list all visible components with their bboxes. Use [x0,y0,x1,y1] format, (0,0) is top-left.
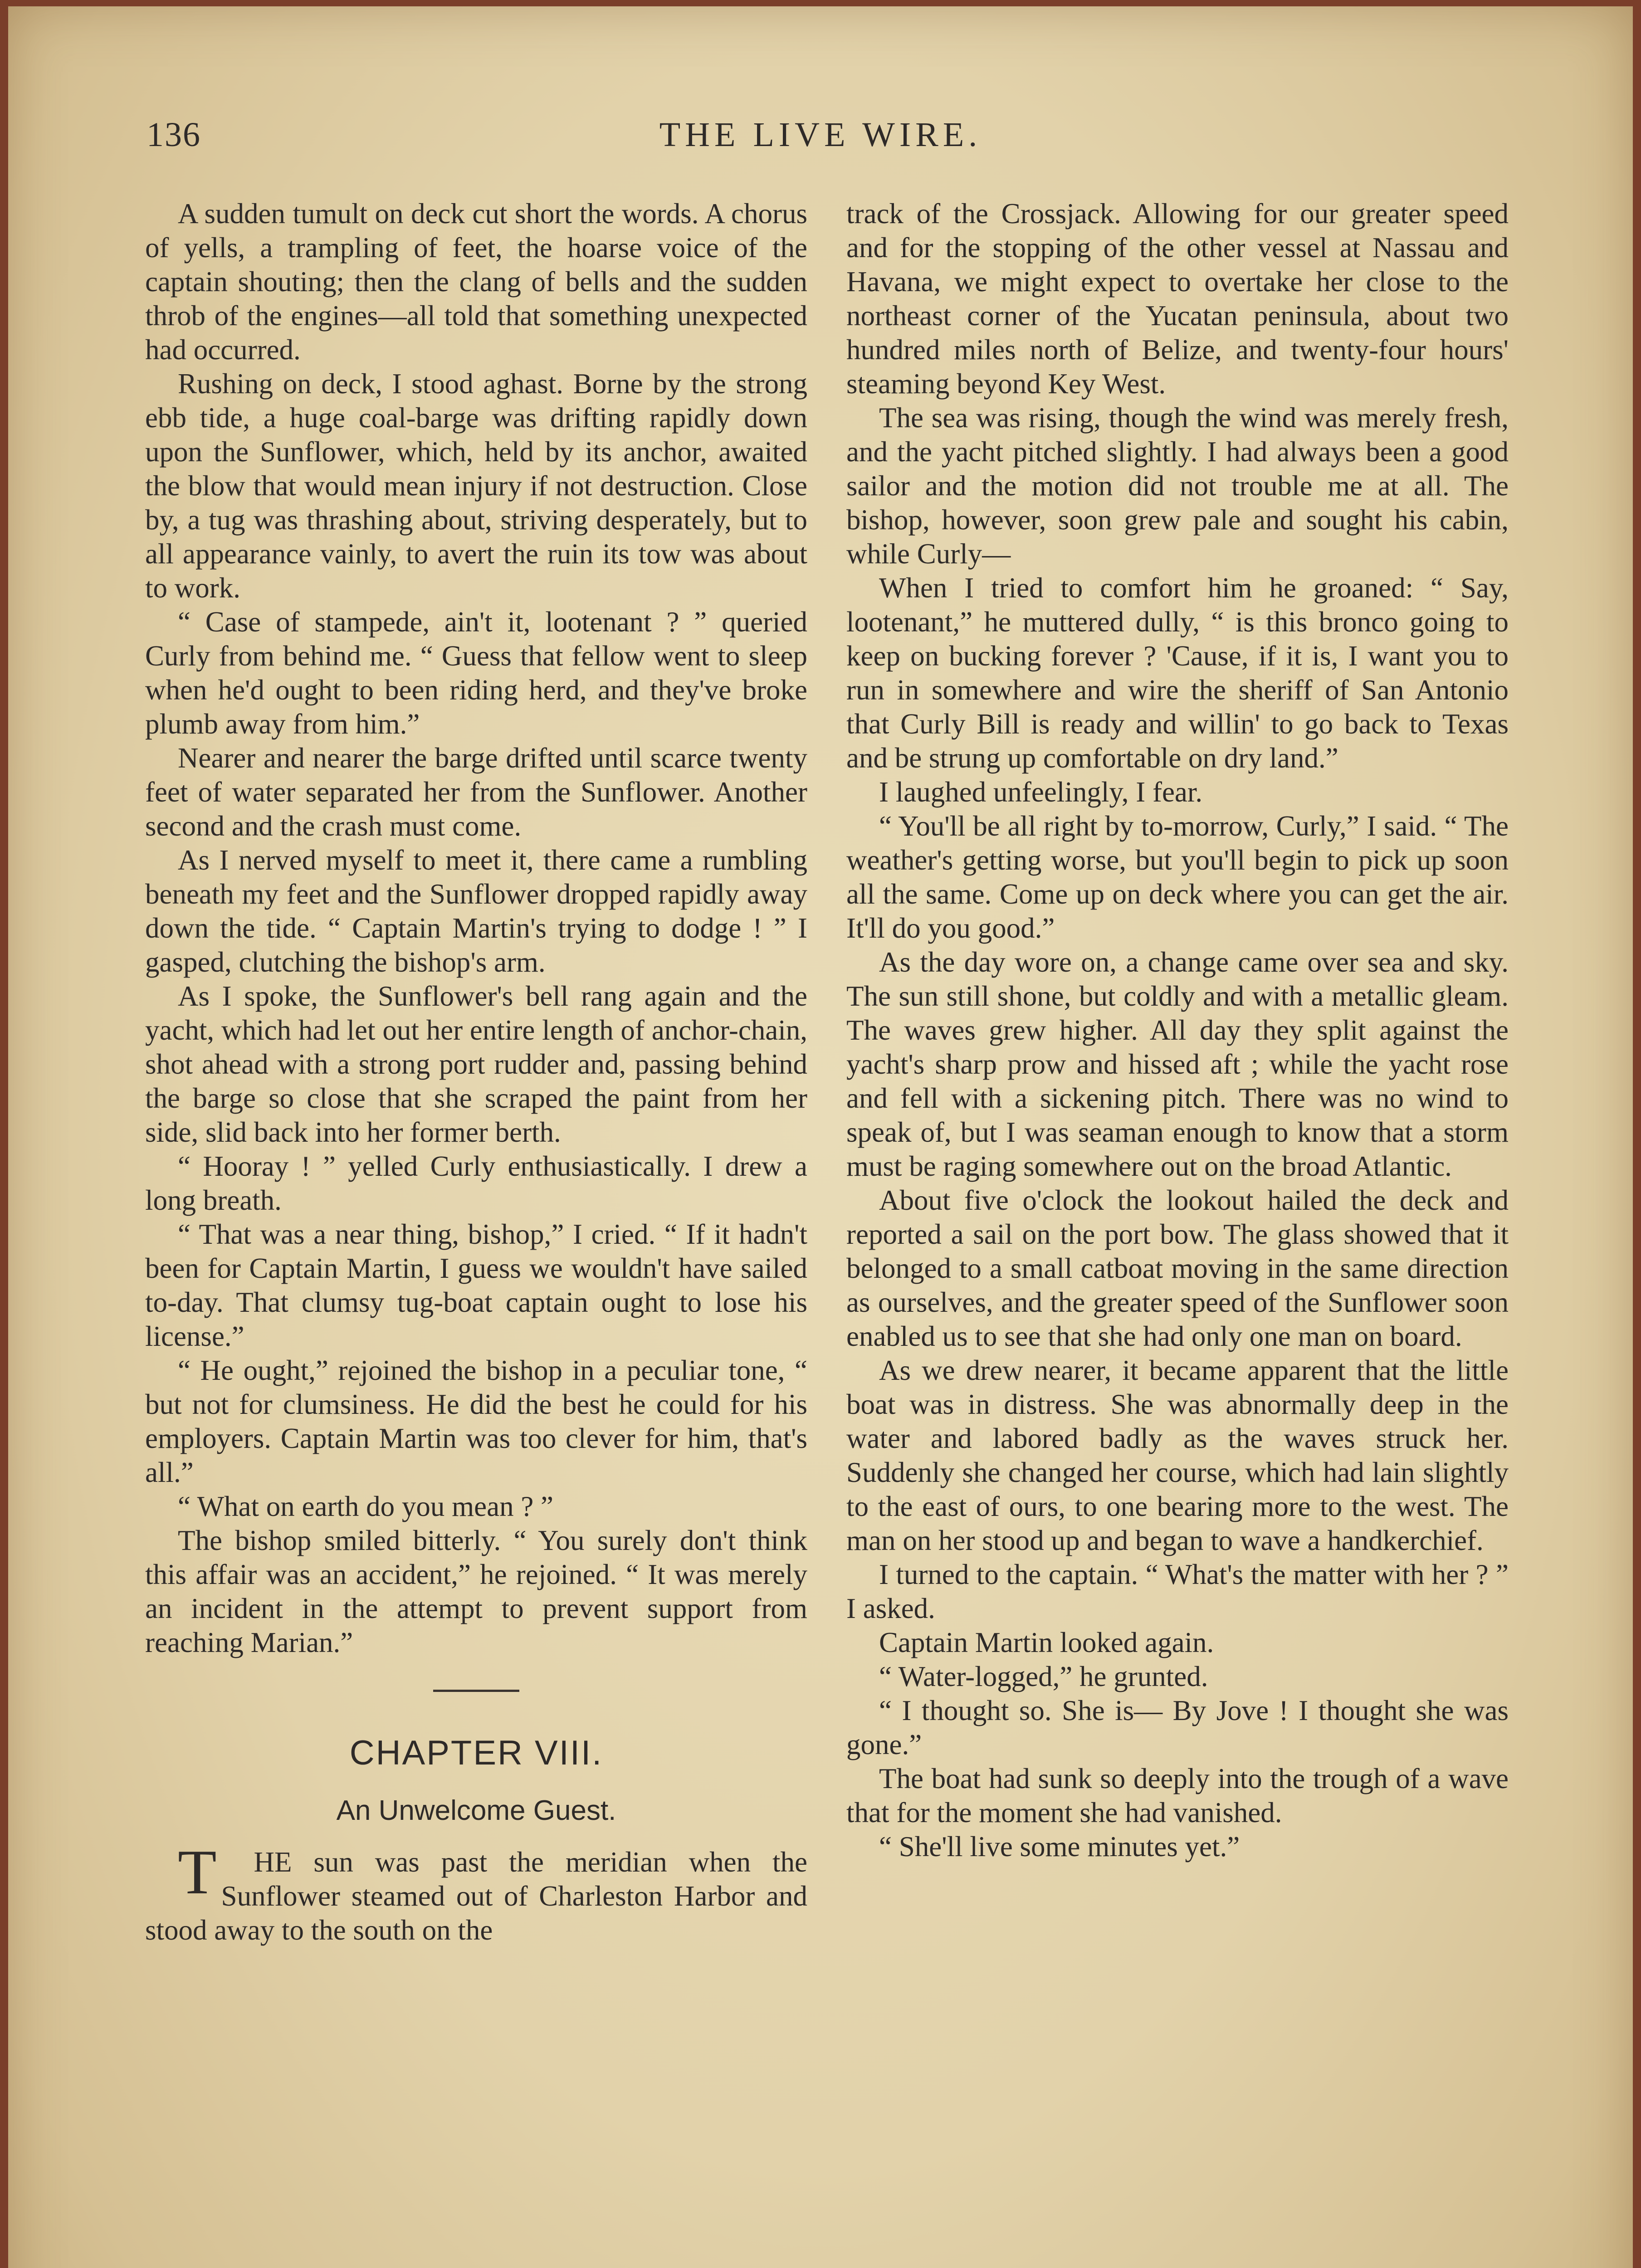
paragraph: When I tried to comfort him he groaned: “ Say, lootenant,” he muttered dully, “ is this bronco going to keep on bucking forever ? 'Cause, if it is, I want you to run in somewhere and wire the sheriff of San Antonio that Curly Bill is ready and willin' to go back to Texas and be strung up comfortable on dry land.” [846,572,1509,774]
paragraph: “ Case of stampede, ain't it, lootenant ? ” queried Curly from behind me. “ Guess that fellow went to sleep when he'd ought to been riding herd, and they've broke plumb away from him.” [145,606,807,740]
paragraph: As we drew nearer, it became apparent that the little boat was in distress. She was abnormally deep in the water and labored badly as the waves struck her. Suddenly she changed her course, which had lain slightly to the east of ours, to one bearing more to the west. The man on her stood up and began to wave a handkerchief. [846,1354,1509,1556]
paragraph: “ She'll live some minutes yet.” [879,1831,1240,1862]
running-head: THE LIVE WIRE. [659,116,982,154]
page-number: 136 [147,116,201,154]
chapter-opening-paragraph [145,1837,807,1947]
paragraph: As I nerved myself to meet it, there came a rumbling beneath my feet and the Sunflower dropped rapidly away down the tide. “ Captain Martin's trying to dodge ! ” I gasped, clutching the bishop's arm. [145,844,807,978]
paragraph: The sea was rising, though the wind was merely fresh, and the yacht pitched slightly. I had always been a good sailor and the motion did not trouble me at all. The bishop, however, soon grew pale and sought his cabin, while Curly— [846,402,1509,570]
left-column [145,197,807,1947]
paragraph: About five o'clock the lookout hailed the deck and reported a sail on the port bow. The glass showed that it belonged to a small catboat moving in the same direction as ourselves, and the greater speed of the Sunflower soon enabled us to see that she had only one man on board. [846,1184,1509,1352]
paragraph: A sudden tumult on deck cut short the words. A chorus of yells, a trampling of feet, the hoarse voice of the captain shouting; then the clang of bells and the sudden throb of the engines—all told that something unexpected had occurred. [145,198,807,366]
paragraph: As I spoke, the Sunflower's bell rang again and the yacht, which had let out her entire length of anchor-chain, shot ahead with a strong port rudder and, passing behind the barge so close that she scraped the paint from her side, slid back into her former berth. [145,980,807,1148]
chapter-title: CHAPTER VIII. [349,1734,603,1772]
paragraph: Captain Martin looked again. [879,1627,1214,1658]
paragraph: As the day wore on, a change came over sea and sky. The sun still shone, but coldly and with a metallic gleam. The waves grew higher. All day they split against the yacht's sharp prow and hissed aft ; while the yacht rose and fell with a sickening pitch. There was no wind to speak of, but I was seaman enough to know that a storm must be raging somewhere out on the broad Atlantic. [846,946,1509,1182]
paragraph: “ Hooray ! ” yelled Curly enthusiastically. I drew a long breath. [145,1150,807,1216]
paragraph: Rushing on deck, I stood aghast. Borne by the strong ebb tide, a huge coal-barge was drifting rapidly down upon the Sunflower, which, held by its anchor, awaited the blow that would mean injury if not destruction. Close by, a tug was thrashing about, striving desperately, but to all appearance vainly, to avert the ruin its tow was about to work. [145,368,807,604]
paragraph: “ That was a near thing, bishop,” I cried. “ If it hadn't been for Captain Martin, I guess we wouldn't have sailed to-day. That clumsy tug-boat captain ought to lose his license.” [145,1218,807,1352]
paragraph: “ What on earth do you mean ? ” [178,1491,554,1522]
right-column [846,197,1509,1864]
paragraph: Nearer and nearer the barge drifted until scarce twenty feet of water separated her from the Sunflower. Another second and the crash must come. [145,742,807,842]
paragraph: track of the Crossjack. Allowing for our greater speed and for the stopping of the other vessel at Nassau and Havana, we might expect to overtake her close to the northeast corner of the Yucatan peninsula, about two hundred miles north of Belize, and twenty-four hours' steaming beyond Key West. [846,198,1509,400]
page-header [8,115,1633,170]
paragraph: I turned to the captain. “ What's the matter with her ? ” I asked. [846,1559,1509,1624]
paragraph: “ You'll be all right by to-morrow, Curly,” I said. “ The weather's getting worse, but you'll begin to pick up soon all the same. Come up on deck where you can get the air. It'll do you good.” [846,810,1509,944]
drop-cap: T [178,1837,217,1907]
paragraph: The bishop smiled bitterly. “ You surely don't think this affair was an accident,” he rejoined. “ It was merely an incident in the attempt to prevent support from reaching Marian.” [145,1525,807,1658]
magazine-page [8,6,1633,2268]
opening-text: HE sun was past the meridian when the Sunflower steamed out of Charleston Harbor and stood away to the south on the [145,1846,807,1946]
paragraph: “ Water-logged,” he grunted. [879,1661,1208,1692]
section-divider [433,1690,519,1692]
chapter-subtitle: An Unwelcome Guest. [336,1795,616,1826]
paragraph: “ He ought,” rejoined the bishop in a peculiar tone, “ but not for clumsiness. He did the best he could for his employers. Captain Martin was too clever for him, that's all.” [145,1354,807,1488]
paragraph: The boat had sunk so deeply into the trough of a wave that for the moment she had vanished. [846,1763,1509,1828]
paragraph: “ I thought so. She is— By Jove ! I thought she was gone.” [846,1695,1509,1760]
paragraph: I laughed unfeelingly, I fear. [879,776,1203,808]
